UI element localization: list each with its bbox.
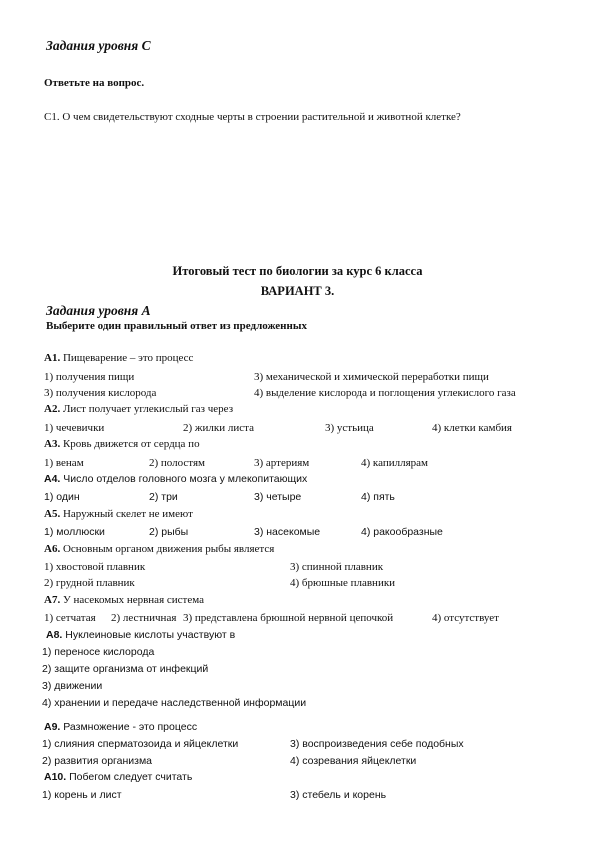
question-a7 bbox=[44, 594, 204, 606]
answer-option: 4) хранении и передаче наследственной информации bbox=[42, 697, 307, 709]
answer-option: 3) воспроизведения себе подобных bbox=[290, 738, 464, 750]
question-number: А3. bbox=[44, 438, 61, 450]
question-c1: С1. О чем свидетельствуют сходные черты в строении растительной и животной клетке? bbox=[44, 111, 461, 123]
answer-option: 4) отсутствует bbox=[432, 612, 499, 624]
question-text: Пищеварение – это процесс bbox=[60, 352, 194, 364]
question-number: А8. bbox=[46, 629, 63, 641]
question-a1 bbox=[44, 352, 193, 364]
answer-option: 2) лестничная bbox=[111, 612, 177, 624]
answer-option: 4) клетки камбия bbox=[432, 422, 512, 434]
question-a5 bbox=[44, 508, 193, 520]
question-a2 bbox=[44, 403, 233, 415]
level-a-instruction: Выберите один правильный ответ из предложенных bbox=[46, 320, 307, 332]
question-text: Побегом следует считать bbox=[66, 771, 193, 783]
question-number: А1. bbox=[44, 352, 61, 364]
question-number: А10. bbox=[44, 771, 67, 783]
answer-option: 1) сетчатая bbox=[44, 612, 96, 624]
answer-option: 1) венам bbox=[44, 457, 84, 469]
question-number: А2. bbox=[44, 403, 61, 415]
answer-option: 3) представлена брюшной нервной цепочкой bbox=[183, 612, 394, 624]
answer-option: 2) жилки листа bbox=[183, 422, 254, 434]
question-number: А9. bbox=[44, 721, 61, 733]
answer-option: 2) защите организма от инфекций bbox=[42, 663, 209, 675]
question-text: Наружный скелет не имеют bbox=[60, 508, 193, 520]
answer-option: 4) выделение кислорода и поглощения углекислого газа bbox=[254, 387, 516, 399]
question-number: А5. bbox=[44, 508, 61, 520]
level-a-title: Задания уровня А bbox=[46, 303, 151, 318]
question-text: Кровь движется от сердца по bbox=[60, 438, 200, 450]
question-number: А7. bbox=[44, 594, 61, 606]
answer-option: 1) переносе кислорода bbox=[42, 646, 155, 658]
question-a3 bbox=[44, 438, 200, 450]
answer-option: 3) устьица bbox=[325, 422, 374, 434]
answer-option: 3) стебель и корень bbox=[290, 789, 387, 801]
answer-option: 1) моллюски bbox=[44, 526, 105, 538]
answer-option: 2) полостям bbox=[149, 457, 205, 469]
answer-option: 4) брюшные плавники bbox=[290, 577, 396, 589]
answer-option: 1) слияния сперматозоида и яйцеклетки bbox=[42, 738, 239, 750]
question-a6 bbox=[44, 543, 274, 555]
answer-option: 2) грудной плавник bbox=[44, 577, 135, 589]
question-number: А6. bbox=[44, 543, 61, 555]
answer-option: 2) развития организма bbox=[42, 755, 153, 767]
question-a4 bbox=[44, 473, 307, 485]
answer-option: 1) получения пищи bbox=[44, 371, 135, 383]
answer-option: 4) пять bbox=[361, 491, 395, 503]
answer-option: 3) спинной плавник bbox=[290, 561, 384, 573]
answer-option: 3) движении bbox=[42, 680, 103, 692]
question-text: Число отделов головного мозга у млекопитающих bbox=[60, 473, 308, 485]
answer-option: 3) механической и химической переработки пищи bbox=[254, 371, 489, 383]
variant-label: ВАРИАНТ 3. bbox=[260, 284, 335, 298]
answer-option: 4) ракообразные bbox=[361, 526, 443, 538]
variant-row bbox=[0, 284, 595, 299]
question-text: Нуклеиновые кислоты участвуют в bbox=[62, 629, 236, 641]
question-a9 bbox=[44, 721, 197, 733]
answer-option: 1) корень и лист bbox=[42, 789, 122, 801]
question-a10 bbox=[44, 771, 192, 783]
level-c-title: Задания уровня С bbox=[46, 38, 151, 53]
question-text: У насекомых нервная система bbox=[60, 594, 204, 606]
test-title: Итоговый тест по биологии за курс 6 класса bbox=[172, 264, 423, 278]
answer-option: 4) капиллярам bbox=[361, 457, 428, 469]
answer-option: 1) чечевички bbox=[44, 422, 105, 434]
answer-option: 3) получения кислорода bbox=[44, 387, 157, 399]
question-number: А4. bbox=[44, 473, 61, 485]
question-a8 bbox=[46, 629, 235, 641]
answer-option: 1) хвостовой плавник bbox=[44, 561, 146, 573]
question-text: Лист получает углекислый газ через bbox=[60, 403, 234, 415]
question-text: Основным органом движения рыбы является bbox=[60, 543, 275, 555]
answer-option: 4) созревания яйцеклетки bbox=[290, 755, 417, 767]
answer-option: 2) рыбы bbox=[149, 526, 189, 538]
question-text: Размножение - это процесс bbox=[60, 721, 198, 733]
answer-option: 3) артериям bbox=[254, 457, 310, 469]
answer-option: 2) три bbox=[149, 491, 178, 503]
answer-option: 1) один bbox=[44, 491, 80, 503]
answer-option: 3) насекомые bbox=[254, 526, 321, 538]
test-title-row bbox=[0, 264, 595, 279]
answer-option: 3) четыре bbox=[254, 491, 302, 503]
level-c-instruction: Ответьте на вопрос. bbox=[44, 77, 145, 89]
